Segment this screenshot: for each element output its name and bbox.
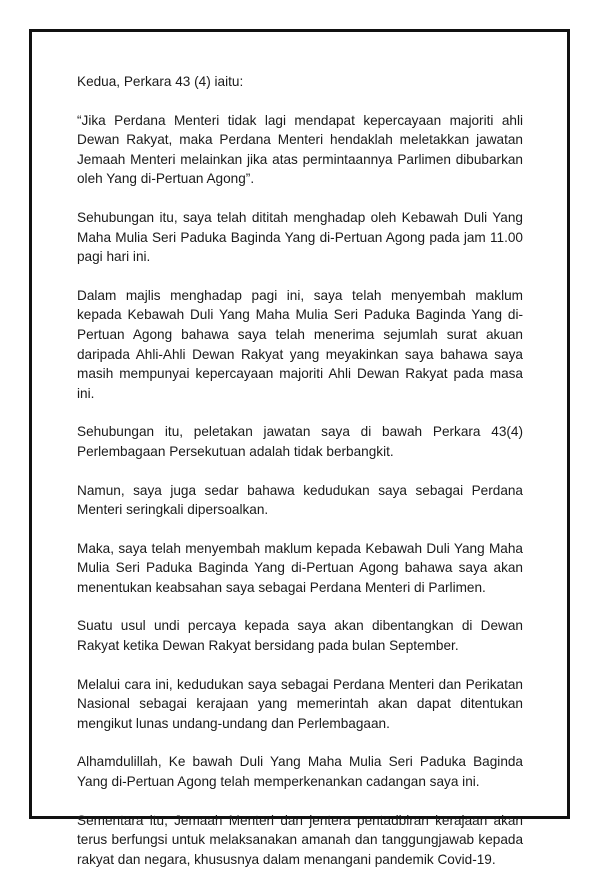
paragraph: Namun, saya juga sedar bahawa kedudukan saya sebagai Perdana Menteri seringkali dipersoalkan.	[77, 482, 523, 518]
paragraph: Suatu usul undi percaya kepada saya akan dibentangkan di Dewan Rakyat ketika Dewan Rakyat bersidang pada bulan September.	[77, 618, 523, 654]
paragraph: Melalui cara ini, kedudukan saya sebagai Perdana Menteri dan Perikatan Nasional sebagai kerajaan yang memerintah akan dapat ditentukan mengikut lunas undang-undang dan Perlembagaan.	[77, 676, 523, 731]
document-body	[77, 72, 523, 888]
page-border	[29, 29, 570, 867]
paragraph: Maka, saya telah menyembah maklum kepada Kebawah Duli Yang Maha Mulia Seri Paduka Baginda Yang di-Pertuan Agong bahawa saya akan menentukan keabsahan saya sebagai Perdana Menteri di Parlimen.	[77, 540, 523, 595]
paragraph-quote: “Jika Perdana Menteri tidak lagi mendapat kepercayaan majoriti ahli Dewan Rakyat, maka Perdana Menteri hendaklah meletakkan jawatan Jemaah Menteri melainkan jika atas permintaannya Parlimen dibubarkan oleh Yang di-Pertuan Agong”.	[77, 112, 523, 187]
paragraph-intro: Kedua, Perkara 43 (4) iaitu:	[77, 74, 244, 89]
paragraph: Alhamdulillah, Ke bawah Duli Yang Maha Mulia Seri Paduka Baginda Yang di-Pertuan Agong telah memperkenankan cadangan saya ini.	[77, 754, 523, 790]
paragraph: Dalam majlis menghadap pagi ini, saya telah menyembah maklum kepada Kebawah Duli Yang Maha Mulia Seri Paduka Baginda Yang di-Pertuan Agong bahawa saya telah menerima sejumlah surat akuan daripada Ahli-Ahli Dewan Rakyat yang meyakinkan saya bahawa saya masih mempunyai kepercayaan majoriti Ahli Dewan Rakyat pada masa ini.	[77, 287, 523, 401]
paragraph: Sementara itu, Jemaah Menteri dan jentera pentadbiran kerajaan akan terus berfungsi untuk melaksanakan amanah dan tanggungjawab kepada rakyat dan negara, khususnya dalam menangani pandemik Covid-19.	[77, 812, 523, 867]
paragraph: Sehubungan itu, saya telah dititah menghadap oleh Kebawah Duli Yang Maha Mulia Seri Paduka Baginda Yang di-Pertuan Agong pada jam 11.00 pagi hari ini.	[77, 209, 523, 265]
paragraph: Sehubungan itu, peletakan jawatan saya di bawah Perkara 43(4) Perlembagaan Persekutuan adalah tidak berbangkit.	[77, 424, 523, 459]
